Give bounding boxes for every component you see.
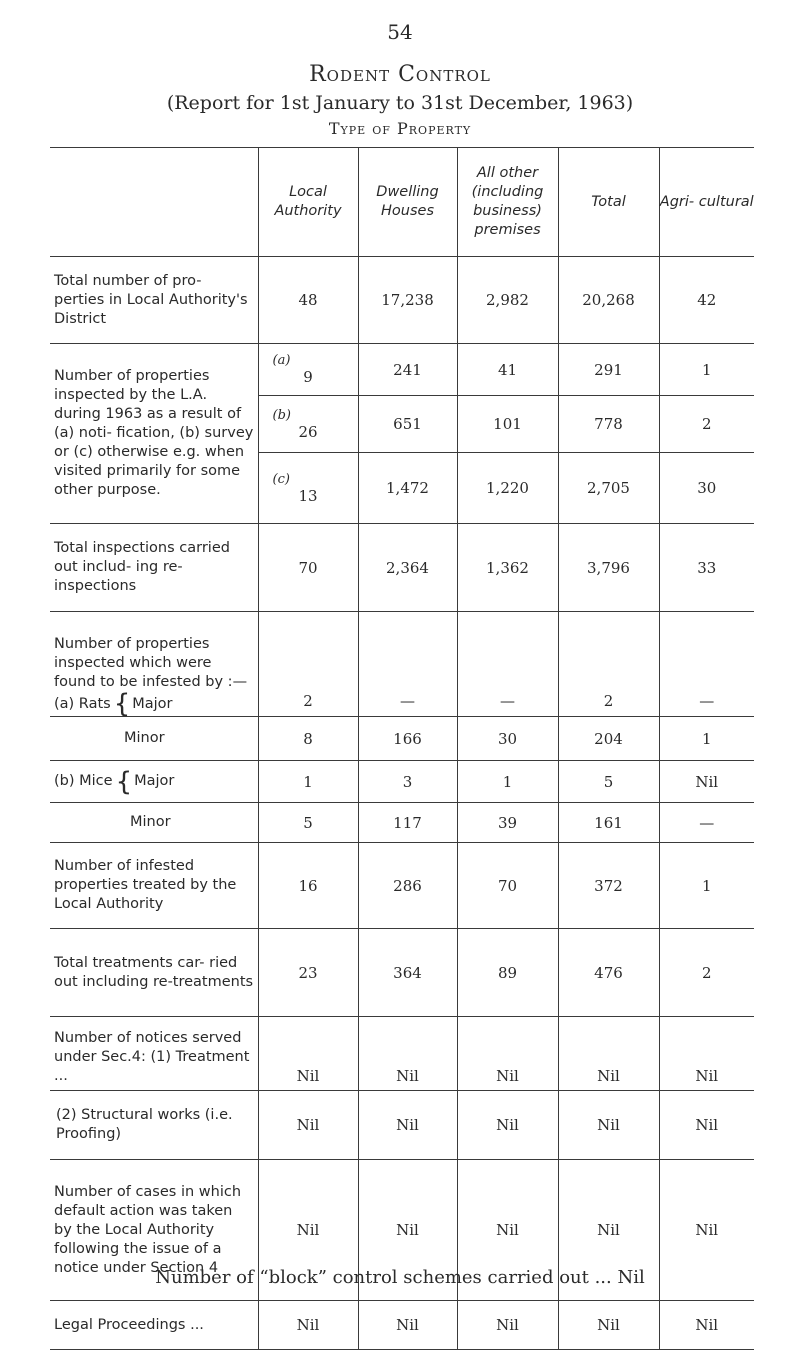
brace-icon: { xyxy=(115,766,133,797)
cell: 161 xyxy=(558,803,659,843)
table-row xyxy=(50,257,754,344)
table-row xyxy=(50,344,754,396)
page-number: 54 xyxy=(387,20,413,44)
cell: Nil xyxy=(358,1160,457,1301)
sub-tag: (c) xyxy=(272,471,290,487)
cell-value: 26 xyxy=(298,422,318,441)
row-label: Total inspections carried out includ- ing re-inspections xyxy=(50,524,258,612)
cell: 2 xyxy=(659,929,754,1017)
cell: Nil xyxy=(457,1301,558,1350)
cell: 204 xyxy=(558,717,659,761)
cell: 5 xyxy=(558,761,659,803)
cell: Nil xyxy=(258,1301,358,1350)
cell: 286 xyxy=(358,843,457,929)
row-label xyxy=(50,612,258,717)
document-subtitle: (Report for 1st January to 31st December, 1963) xyxy=(166,92,634,114)
cell: 241 xyxy=(358,344,457,396)
sub-tag: (a) xyxy=(272,353,291,368)
mice-major-label: Major xyxy=(134,773,175,789)
col-other-premises: All other (including business) premises xyxy=(457,148,558,257)
table-row xyxy=(50,717,754,761)
cell: Nil xyxy=(558,1160,659,1301)
col-dwelling-houses: Dwelling Houses xyxy=(358,148,457,257)
cell: 1 xyxy=(659,717,754,761)
cell: 651 xyxy=(358,396,457,453)
cell: Nil xyxy=(258,1160,358,1301)
cell: — xyxy=(358,612,457,717)
cell: 41 xyxy=(457,344,558,396)
cell: Nil xyxy=(659,761,754,803)
cell-value: 13 xyxy=(298,486,318,505)
cell: Nil xyxy=(258,1017,358,1091)
cell xyxy=(258,453,358,524)
table-row xyxy=(50,612,754,717)
cell: 1 xyxy=(457,761,558,803)
cell: 89 xyxy=(457,929,558,1017)
cell: 2 xyxy=(558,612,659,717)
row-label: (2) Structural works (i.e. Proofing) xyxy=(50,1091,258,1160)
cell xyxy=(258,396,358,453)
cell: Nil xyxy=(457,1160,558,1301)
cell: Nil xyxy=(358,1301,457,1350)
cell: 30 xyxy=(659,453,754,524)
col-agricultural: Agri- cultural xyxy=(659,148,754,257)
cell: Nil xyxy=(358,1091,457,1160)
cell: 117 xyxy=(358,803,457,843)
cell: 101 xyxy=(457,396,558,453)
table-row xyxy=(50,761,754,803)
cell: 1 xyxy=(659,344,754,396)
cell: — xyxy=(457,612,558,717)
cell: 70 xyxy=(457,843,558,929)
section-heading: Type of Property xyxy=(328,119,472,138)
cell: Nil xyxy=(659,1301,754,1350)
table-row xyxy=(50,803,754,843)
cell: Nil xyxy=(258,1091,358,1160)
cell: 8 xyxy=(258,717,358,761)
cell: 20,268 xyxy=(558,257,659,344)
cell: 2 xyxy=(659,396,754,453)
cell: 30 xyxy=(457,717,558,761)
cell: Nil xyxy=(659,1091,754,1160)
cell: 291 xyxy=(558,344,659,396)
cell: 1,362 xyxy=(457,524,558,612)
header-blank xyxy=(50,148,258,257)
cell: Nil xyxy=(457,1017,558,1091)
cell: 166 xyxy=(358,717,457,761)
cell: 48 xyxy=(258,257,358,344)
cell: 5 xyxy=(258,803,358,843)
cell: 476 xyxy=(558,929,659,1017)
rats-major-label: Major xyxy=(132,695,173,712)
cell: 2 xyxy=(258,612,358,717)
table-row xyxy=(50,1091,754,1160)
table-row xyxy=(50,524,754,612)
cell: 372 xyxy=(558,843,659,929)
table-row xyxy=(50,929,754,1017)
cell: Nil xyxy=(457,1091,558,1160)
cell: Nil xyxy=(558,1301,659,1350)
cell: 1,220 xyxy=(457,453,558,524)
table-row xyxy=(50,1017,754,1091)
row-label: Total number of pro- perties in Local Authority's District xyxy=(50,257,258,344)
infested-label: Number of properties inspected which were found to be infested by :— xyxy=(54,636,248,690)
row-label: Number of infested properties treated by the Local Authority xyxy=(50,843,258,929)
cell: 2,705 xyxy=(558,453,659,524)
cell: 1 xyxy=(659,843,754,929)
cell: Nil xyxy=(558,1017,659,1091)
row-label: Number of notices served under Sec.4: (1) Treatment ... xyxy=(50,1017,258,1091)
cell: 16 xyxy=(258,843,358,929)
table-row xyxy=(50,843,754,929)
sub-tag: (b) xyxy=(272,407,291,423)
cell: 1 xyxy=(258,761,358,803)
row-label: Total treatments car- ried out including re-treatments xyxy=(50,929,258,1017)
mice-label: (b) Mice xyxy=(54,773,113,789)
cell: 778 xyxy=(558,396,659,453)
cell: 3 xyxy=(358,761,457,803)
brace-icon: { xyxy=(113,689,131,719)
document-title: Rodent Control xyxy=(309,62,491,87)
cell xyxy=(258,344,358,396)
cell: 17,238 xyxy=(358,257,457,344)
cell-value: 9 xyxy=(303,368,313,386)
cell: 2,364 xyxy=(358,524,457,612)
cell: 2,982 xyxy=(457,257,558,344)
cell: Nil xyxy=(659,1160,754,1301)
block-control-footer: Number of “block” control schemes carried out ... Nil xyxy=(155,1267,645,1288)
rodent-control-table xyxy=(50,147,754,1350)
cell: — xyxy=(659,803,754,843)
cell: 3,796 xyxy=(558,524,659,612)
cell: 33 xyxy=(659,524,754,612)
mice-minor-label: Minor xyxy=(50,803,258,843)
cell: — xyxy=(659,612,754,717)
row-label xyxy=(50,761,258,803)
cell: 1,472 xyxy=(358,453,457,524)
row-label: Number of cases in which default action was taken by the Local Authority following the issue of a notice under Section 4 xyxy=(50,1160,258,1301)
header-row xyxy=(50,148,754,257)
cell: Nil xyxy=(659,1017,754,1091)
rats-label: (a) Rats xyxy=(54,695,111,712)
cell: 364 xyxy=(358,929,457,1017)
cell: 39 xyxy=(457,803,558,843)
row-label: Number of properties inspected by the L.A. during 1963 as a result of (a) noti- fication, (b) survey or (c) otherwise e.g. when visited primarily for some other purpose. xyxy=(50,344,258,524)
row-label: Legal Proceedings ... xyxy=(50,1301,258,1350)
cell: 42 xyxy=(659,257,754,344)
col-local-authority: Local Authority xyxy=(258,148,358,257)
cell: Nil xyxy=(558,1091,659,1160)
rats-minor-label: Minor xyxy=(50,717,258,761)
table-row xyxy=(50,1301,754,1350)
cell: 70 xyxy=(258,524,358,612)
col-total: Total xyxy=(558,148,659,257)
cell: Nil xyxy=(358,1017,457,1091)
cell: 23 xyxy=(258,929,358,1017)
